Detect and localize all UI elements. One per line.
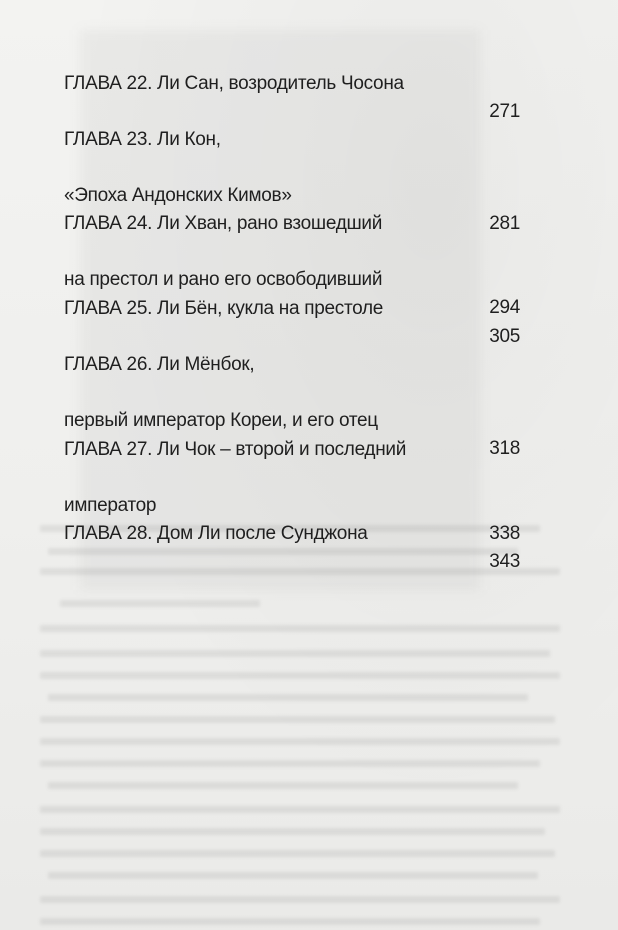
toc-entry-title-line: ГЛАВА 27. Ли Чок – второй и последний	[64, 439, 407, 460]
toc-entry-title-line: на престол и рано его освободивший	[64, 269, 383, 290]
toc-entry-title-line: «Эпоха Андонских Кимов»	[64, 185, 292, 206]
toc-entry-title	[64, 492, 444, 576]
toc-entry-page-number: 271	[489, 101, 520, 122]
toc-entry-title-line: ГЛАВА 22. Ли Сан, возродитель Чосона	[64, 73, 404, 94]
toc-entry-title-line: император	[64, 495, 157, 516]
toc-entry-page-number: 338	[489, 523, 520, 544]
toc-entry	[64, 492, 520, 576]
toc-entry-page-number: 305	[489, 326, 520, 347]
toc-entry-title-line: ГЛАВА 28. Дом Ли после Сунджона	[64, 523, 368, 544]
toc-entry-page-number: 318	[489, 438, 520, 459]
toc-entry-page-number: 281	[489, 213, 520, 234]
toc-entry-title-line: ГЛАВА 25. Ли Бён, кукла на престоле	[64, 298, 384, 319]
toc-entry-page-number: 343	[489, 551, 520, 572]
toc-entry-title-line: ГЛАВА 26. Ли Мёнбок,	[64, 354, 255, 375]
toc-entry-page-number: 294	[489, 297, 520, 318]
toc-entry-title-line: ГЛАВА 24. Ли Хван, рано взошедший	[64, 213, 383, 234]
toc-entry-title-line: ГЛАВА 23. Ли Кон,	[64, 129, 221, 150]
toc-entry-title-line: первый император Кореи, и его отец	[64, 410, 378, 431]
